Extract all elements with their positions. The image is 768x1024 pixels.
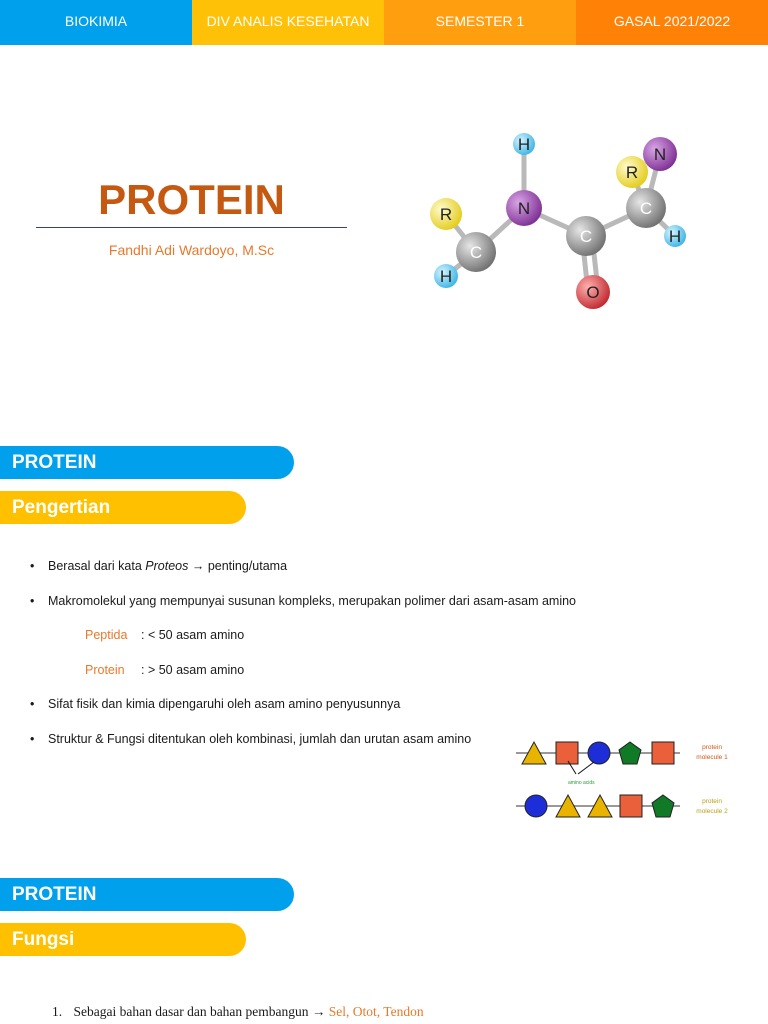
topbar-label: BIOKIMIA — [64, 13, 128, 29]
italic-term: Proteos — [145, 559, 189, 573]
atom-label: C — [469, 243, 483, 262]
atom-label: N — [653, 145, 667, 164]
title-divider — [36, 227, 347, 228]
atom-label: R — [625, 163, 639, 182]
function-numbered-list — [52, 1004, 424, 1020]
bullet-text: Struktur & Fungsi ditentukan oleh kombinasi, jumlah dan urutan asam amino — [48, 732, 472, 746]
atom-label: H — [439, 267, 453, 286]
list-item-highlight: Sel, Otot, Tendon — [328, 1004, 424, 1019]
molecule2-label-line2: molecule 2 — [696, 808, 728, 815]
definition-desc: : > 50 asam amino — [141, 663, 245, 677]
molecule1-label-line2: molecule 1 — [696, 754, 728, 761]
atom-label: H — [668, 227, 682, 246]
atom-label: O — [586, 283, 600, 302]
molecule1-label-line1: protein — [702, 744, 722, 751]
bullet-icon: • — [30, 732, 35, 746]
section-header-protein-2: PROTEIN — [0, 878, 294, 911]
amino-arrow-right — [578, 762, 594, 774]
topbar-item-program — [192, 0, 384, 45]
atom-label: N — [517, 199, 531, 218]
bullet-icon: • — [30, 594, 35, 608]
definition-term: Protein — [85, 663, 125, 677]
definition-protein — [85, 663, 245, 677]
bullet-text-part: Berasal dari kata — [48, 559, 146, 573]
topbar-item-biokimia — [0, 0, 192, 45]
topbar-label: SEMESTER 1 — [435, 13, 525, 29]
amino-acid-molecule-illustration — [420, 124, 690, 314]
pentagon-residue — [652, 795, 674, 817]
atom-label: C — [639, 199, 653, 218]
topbar-item-semester — [384, 0, 576, 45]
section-subheader-pengertian: Pengertian — [0, 491, 246, 524]
amino-acid-sequence-diagram — [512, 733, 750, 825]
pentagon-residue — [619, 742, 641, 764]
bullet-text-part: → penting/utama — [188, 559, 288, 573]
topbar-label: GASAL 2021/2022 — [613, 13, 731, 29]
list-item-text: Sebagai bahan dasar dan bahan pembangun → — [73, 1004, 329, 1019]
list-number: 1. — [52, 1004, 63, 1019]
square-residue — [620, 795, 642, 817]
bullet-text: Sifat fisik dan kimia dipengaruhi oleh asam amino penyusunnya — [48, 697, 401, 711]
topbar-item-year — [576, 0, 768, 45]
section-subheader-fungsi: Fungsi — [0, 923, 246, 956]
atom-label: C — [579, 227, 593, 246]
molecule2-label-line1: protein — [702, 798, 722, 805]
definition-peptida — [85, 628, 245, 642]
page-title: PROTEIN — [98, 176, 285, 223]
bullet-icon: • — [30, 697, 35, 711]
definition-desc: : < 50 asam amino — [141, 628, 245, 642]
section-header-protein: PROTEIN — [0, 446, 294, 479]
atom-label: R — [439, 205, 453, 224]
square-residue — [652, 742, 674, 764]
square-residue — [556, 742, 578, 764]
definition-term: Peptida — [85, 628, 128, 642]
bullet-icon: • — [30, 559, 35, 573]
bullet-text — [48, 559, 287, 573]
topbar-label: DIV ANALIS KESEHATAN — [206, 13, 370, 29]
atom-label: H — [517, 135, 531, 154]
circle-residue — [588, 742, 610, 764]
circle-residue — [525, 795, 547, 817]
bullet-text: Makromolekul yang mempunyai susunan kompleks, merupakan polimer dari asam-asam amino — [48, 594, 577, 608]
amino-acids-label: amino acids — [568, 780, 595, 786]
author-name: Fandhi Adi Wardoyo, M.Sc — [108, 242, 275, 258]
top-bar — [0, 0, 768, 45]
